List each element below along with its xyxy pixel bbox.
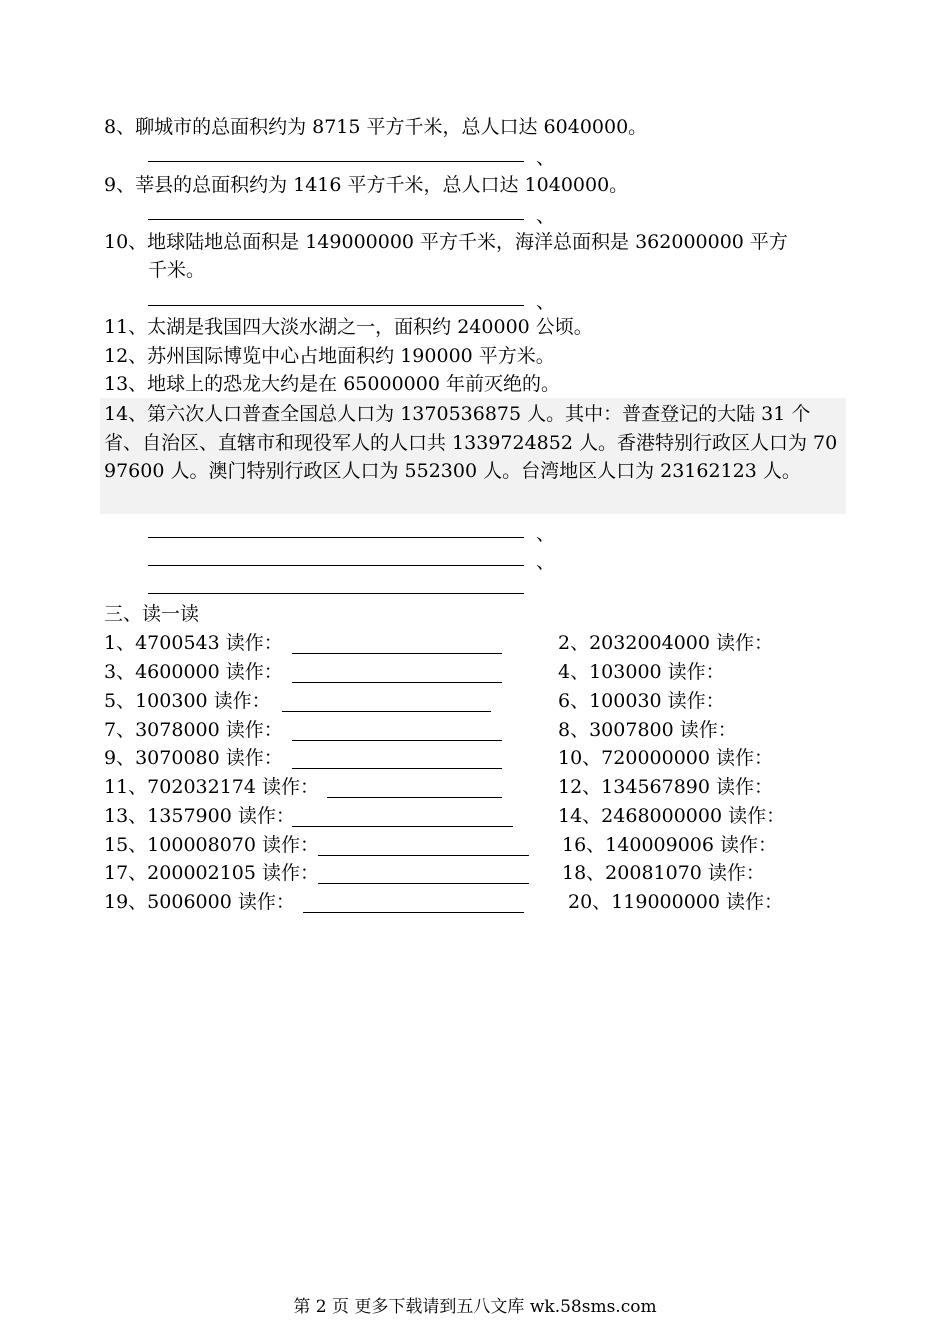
answer-blank-8[interactable] (148, 161, 524, 162)
read-item-right: 16、140009006 读作： (562, 834, 778, 856)
read-item-right: 18、20081070 读作： (562, 862, 765, 884)
read-item-left: 11、702032174 读作： (104, 776, 320, 798)
separator-mark: 、 (536, 551, 556, 573)
read-item-right: 8、3007800 读作： (558, 719, 737, 741)
read-item-right: 10、720000000 读作： (558, 747, 774, 769)
read-item-left: 15、100008070 读作： (104, 834, 320, 856)
question-8: 8、聊城市的总面积约为 8715 平方千米，总人口达 6040000。 (104, 116, 648, 138)
read-answer-blank[interactable] (318, 883, 529, 884)
read-item-left: 17、200002105 读作： (104, 862, 320, 884)
question-11: 11、太湖是我国四大淡水湖之一，面积约 240000 公顷。 (104, 316, 593, 338)
read-item-left: 3、4600000 读作： (104, 661, 283, 683)
read-item-right: 6、100030 读作： (558, 690, 725, 712)
read-item-right: 14、2468000000 读作： (558, 805, 786, 827)
read-item-right: 2、2032004000 读作： (558, 632, 774, 654)
separator-mark: 、 (536, 205, 556, 227)
read-item-right: 4、103000 读作： (558, 661, 725, 683)
answer-blank-14c[interactable] (148, 593, 524, 594)
page-footer: 第 2 页 更多下载请到五八文库 wk.58sms.com (293, 1297, 657, 1317)
read-item-left: 19、5006000 读作： (104, 891, 295, 913)
question-10-line1: 10、地球陆地总面积是 149000000 平方千米，海洋总面积是 362000000 平方 (104, 231, 788, 253)
read-item-left: 13、1357900 读作： (104, 805, 295, 827)
separator-mark: 、 (536, 291, 556, 313)
answer-blank-10[interactable] (148, 305, 524, 306)
read-answer-blank[interactable] (292, 682, 502, 683)
read-item-left: 5、100300 读作： (104, 690, 271, 712)
separator-mark: 、 (536, 147, 556, 169)
read-answer-blank[interactable] (282, 711, 491, 712)
read-answer-blank[interactable] (292, 653, 502, 654)
answer-blank-14a[interactable] (148, 537, 524, 538)
read-item-right: 20、119000000 读作： (568, 891, 784, 913)
question-13: 13、地球上的恐龙大约是在 65000000 年前灭绝的。 (104, 373, 560, 395)
read-answer-blank[interactable] (292, 740, 502, 741)
read-answer-blank[interactable] (327, 797, 502, 798)
read-item-left: 9、3070080 读作： (104, 747, 283, 769)
read-answer-blank[interactable] (292, 768, 502, 769)
read-item-left: 7、3078000 读作： (104, 719, 283, 741)
read-answer-blank[interactable] (292, 826, 513, 827)
question-10-line2: 千米。 (148, 259, 206, 281)
read-answer-blank[interactable] (318, 855, 529, 856)
question-9: 9、莘县的总面积约为 1416 平方千米，总人口达 1040000。 (104, 174, 629, 196)
read-answer-blank[interactable] (303, 912, 524, 913)
question-12: 12、苏州国际博览中心占地面积约 190000 平方米。 (104, 345, 555, 367)
answer-blank-14b[interactable] (148, 565, 524, 566)
question-14: 14、第六次人口普查全国总人口为 1370536875 人。其中：普查登记的大陆 31 个省、自治区、直辖市和现役军人的人口共 1339724852 人。香港特别行政区人口为 7097600 人。澳门特别行政区人口为 552300 人。台湾地区人口为 23162123 人。 (104, 403, 838, 482)
read-item-left: 1、4700543 读作： (104, 632, 283, 654)
section-title: 三、读一读 (104, 603, 200, 625)
read-item-right: 12、134567890 读作： (558, 776, 774, 798)
separator-mark: 、 (536, 523, 556, 545)
answer-blank-9[interactable] (148, 219, 524, 220)
